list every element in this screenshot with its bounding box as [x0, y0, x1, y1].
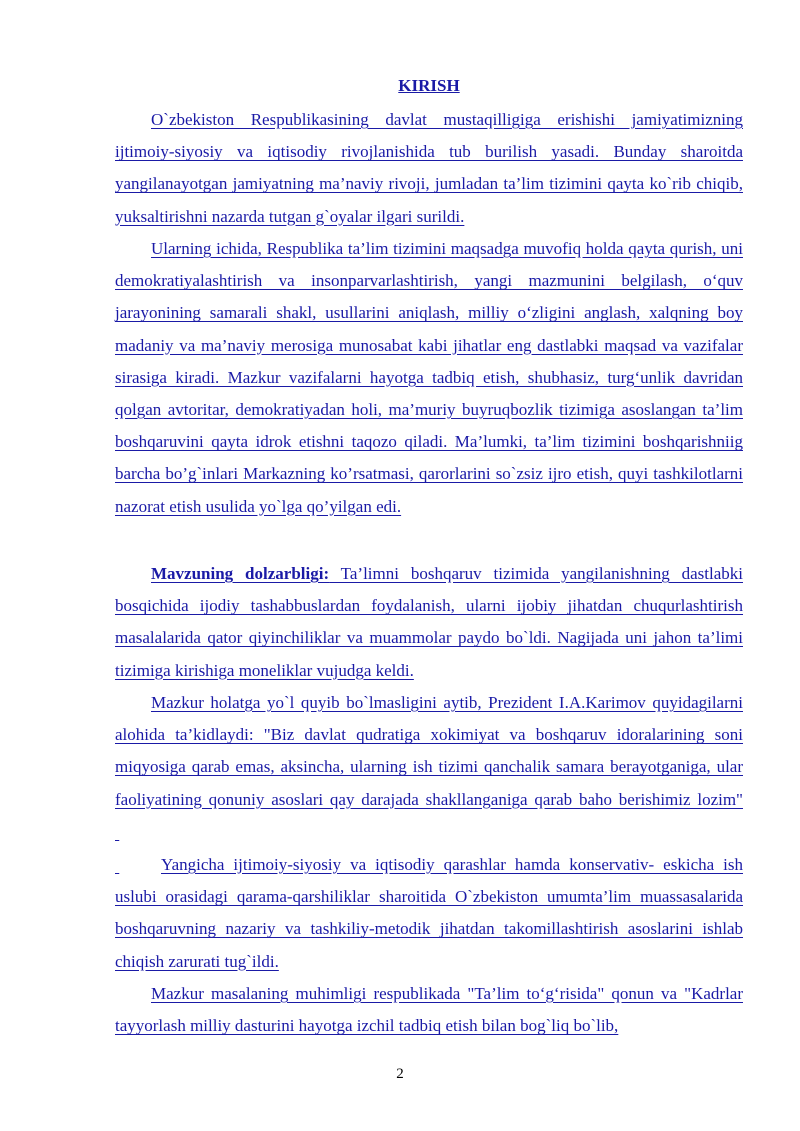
page-number: 2	[396, 1066, 404, 1082]
paragraph-3-text: Ta’limni boshqaruv tizimida yangilanishning dastlabki bosqichida ijodiy tashabbuslardan foydalanish, ularni ijobiy jihatdan chuqurlashtirish masalalarida qator qiyinchiliklar va muammolar paydo bo`ldi. Nagijada uni jahon ta’limi tizimiga kirishiga moneliklar vujudga keldi.	[115, 564, 743, 680]
paragraph-5	[115, 849, 743, 978]
paragraph-4	[115, 687, 743, 848]
paragraph-6-text: Mazkur masalaning muhimligi respublikada "Ta’lim to‘g‘risida" qonun va "Kadrlar tayyorlash milliy dasturini hayotga izchil tadbiq etish bilan bog`liq bo`lib,	[115, 984, 743, 1036]
paragraph-2	[115, 233, 743, 523]
relevance-heading: Mavzuning dolzarbligi:	[151, 564, 330, 583]
underline-filler	[115, 816, 365, 848]
page-title: KIRISH	[398, 76, 460, 95]
paragraph-3	[115, 558, 743, 687]
indent	[115, 849, 161, 881]
paragraph-1	[115, 104, 743, 233]
paragraph-5-text: Yangicha ijtimoiy-siyosiy va iqtisodiy qarashlar hamda konservativ- eskicha ish uslubi orasidagi qarama-qarshiliklar sharoitida O`zbekiston umumta’lim muassasalarida boshqaruvning nazariy va tashkiliy-metodik jihatdan takomillashtirish asoslarini ishlab chiqish zarurati tug`ildi.	[115, 855, 743, 971]
paragraph-1-text: O`zbekiston Respublikasining davlat mustaqilligiga erishishi jamiyatimizning ijtimoiy-siyosiy va iqtisodiy rivojlanishida tub burilish yasadi. Bunday sharoitda yangilanayotgan jamiyatning ma’naviy rivoji, jumladan ta’lim tizimini qayta ko`rib chiqib, yuksaltirishni nazarda tutgan g`oyalar ilgari surildi.	[115, 110, 743, 226]
paragraph-2-text: Ularning ichida, Respublika ta’lim tizimini maqsadga muvofiq holda qayta qurish, uni demokratiyalashtirish va insonparvarlashtirish, yangi mazmunini belgilash, o‘quv jarayonining samarali shakl, usullarini aniqlash, milliy o‘zligini anglash, xalqning boy madaniy va ma’naviy merosiga munosabat kabi jihatlar eng dastlabki maqsad va vazifalar sirasiga kiradi. Mazkur vazifalarni hayotga tadbiq etish, shubhasiz, turg‘unlik davridan qolgan avtoritar, demokratiyadan holi, ma’muriy buyruqbozlik tizimiga asoslangan ta’lim boshqaruvini qayta idrok etishni taqozo qiladi. Ma’lumki, ta’lim tizimini boshqarishniig barcha bo’g`inlari Markazning ko’rsatmasi, qarorlarini so`zsiz ijro etish, quyi tashkilotlarni nazorat etish usulida yo`lga qo’yilgan edi.	[115, 239, 743, 516]
paragraph-6	[115, 978, 743, 1042]
paragraph-4-text: Mazkur holatga yo`l quyib bo`lmasligini aytib, Prezident I.A.Karimov quyidagilarni alohida ta’kidlaydi: "Biz davlat qudratiga xokimiyat va boshqaruv idoralarining soni miqyosiga qarab emas, aksincha, ularning ish tizimi qanchalik samara berayotganiga, ular faoliyatining qonuniy asoslari qay darajada shakllanganiga qarab baho berishimiz lozim"	[115, 693, 743, 809]
